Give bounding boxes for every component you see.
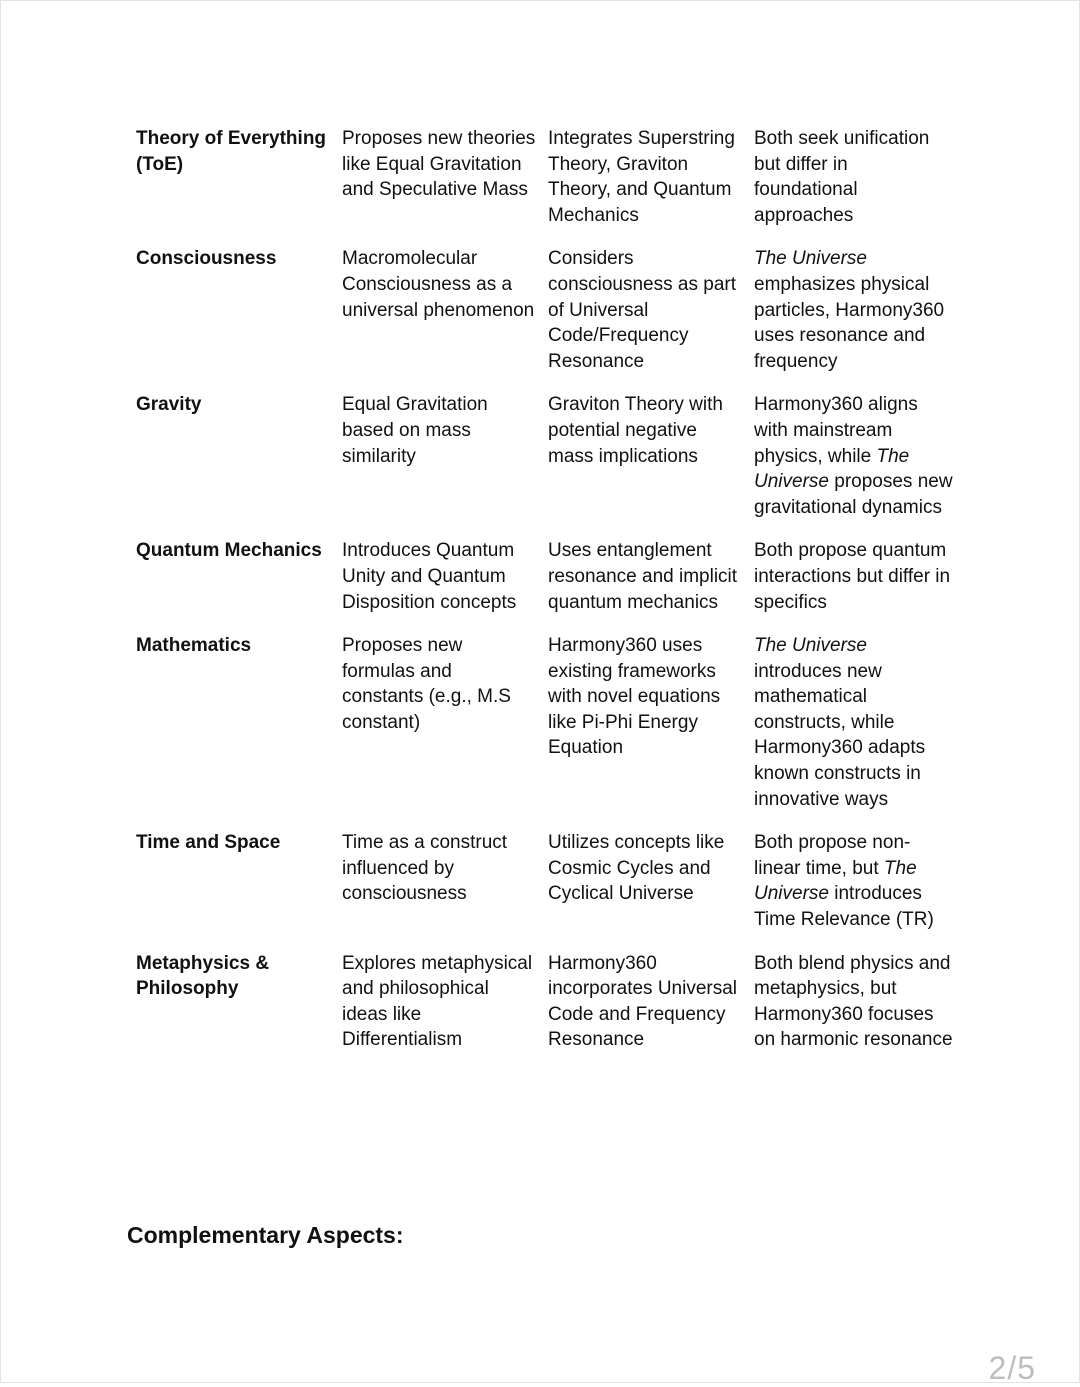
italic-title-text: The Universe <box>754 445 910 493</box>
italic-title-text: The Universe <box>754 248 867 270</box>
italic-title-text: The Universe <box>754 635 867 657</box>
harmony-cell: Harmony360 incorporates Universal Code and Frequency Resonance <box>548 952 738 1051</box>
comparison-cell <box>744 126 956 228</box>
table-row <box>126 830 956 932</box>
table-row <box>126 392 956 520</box>
comparison-text: emphasizes physical particles, Harmony360 uses resonance and frequency <box>754 273 945 372</box>
aspect-cell: Consciousness <box>136 248 277 270</box>
comparison-table <box>126 126 956 1071</box>
section-heading: Complementary Aspects: <box>127 1222 404 1248</box>
universe-cell: Equal Gravitation based on mass similarity <box>342 394 488 467</box>
universe-cell: Introduces Quantum Unity and Quantum Disposition concepts <box>342 540 517 613</box>
comparison-cell <box>744 830 956 932</box>
universe-cell: Proposes new formulas and constants (e.g., M.S constant) <box>342 635 511 733</box>
universe-cell: Macromolecular Consciousness as a universal phenomenon <box>342 248 535 321</box>
page-indicator: 2/5 <box>988 1350 1036 1386</box>
comparison-cell <box>744 633 956 812</box>
comparison-cell <box>744 392 956 520</box>
harmony-cell: Utilizes concepts like Cosmic Cycles and Cyclical Universe <box>548 832 725 905</box>
comparison-text: introduces new mathematical constructs, while Harmony360 adapts known constructs in innovative ways <box>754 660 926 810</box>
harmony-cell: Graviton Theory with potential negative mass implications <box>548 394 723 467</box>
comparison-text: Harmony360 aligns with mainstream physics, while <box>754 394 918 467</box>
harmony-cell: Considers consciousness as part of Universal Code/Frequency Resonance <box>548 248 736 372</box>
table-row <box>126 633 956 812</box>
aspect-cell: Time and Space <box>136 832 281 854</box>
italic-title-text: The Universe <box>754 857 917 905</box>
comparison-cell <box>744 951 956 1053</box>
universe-cell: Explores metaphysical and philosophical ideas like Differentialism <box>342 952 533 1051</box>
aspect-cell: Mathematics <box>136 635 252 657</box>
aspect-cell: Metaphysics & Philosophy <box>136 952 270 1000</box>
table-row <box>126 246 956 374</box>
harmony-cell: Harmony360 uses existing frameworks with novel equations like Pi-Phi Energy Equation <box>548 635 721 759</box>
comparison-text: Both propose quantum interactions but differ in specifics <box>754 540 951 613</box>
comparison-cell <box>744 538 956 615</box>
harmony-cell: Integrates Superstring Theory, Graviton Theory, and Quantum Mechanics <box>548 128 735 226</box>
universe-cell: Proposes new theories like Equal Gravitation and Speculative Mass <box>342 128 536 201</box>
comparison-text: proposes new gravitational dynamics <box>754 471 953 518</box>
table-row <box>126 126 956 228</box>
aspect-cell: Quantum Mechanics <box>136 540 322 562</box>
harmony-cell: Uses entanglement resonance and implicit quantum mechanics <box>548 540 738 613</box>
comparison-text: Both seek unification but differ in foundational approaches <box>754 128 930 226</box>
comparison-text: introduces Time Relevance (TR) <box>754 883 934 931</box>
universe-cell: Time as a construct influenced by consciousness <box>342 832 508 905</box>
comparison-text: Both blend physics and metaphysics, but Harmony360 focuses on harmonic resonance <box>754 952 953 1051</box>
table-row <box>126 538 956 615</box>
comparison-cell <box>744 246 956 374</box>
table-row <box>126 951 956 1053</box>
comparison-text: Both propose non-linear time, but <box>754 832 911 879</box>
aspect-cell: Gravity <box>136 394 202 416</box>
aspect-cell: Theory of Everything (ToE) <box>136 128 327 175</box>
